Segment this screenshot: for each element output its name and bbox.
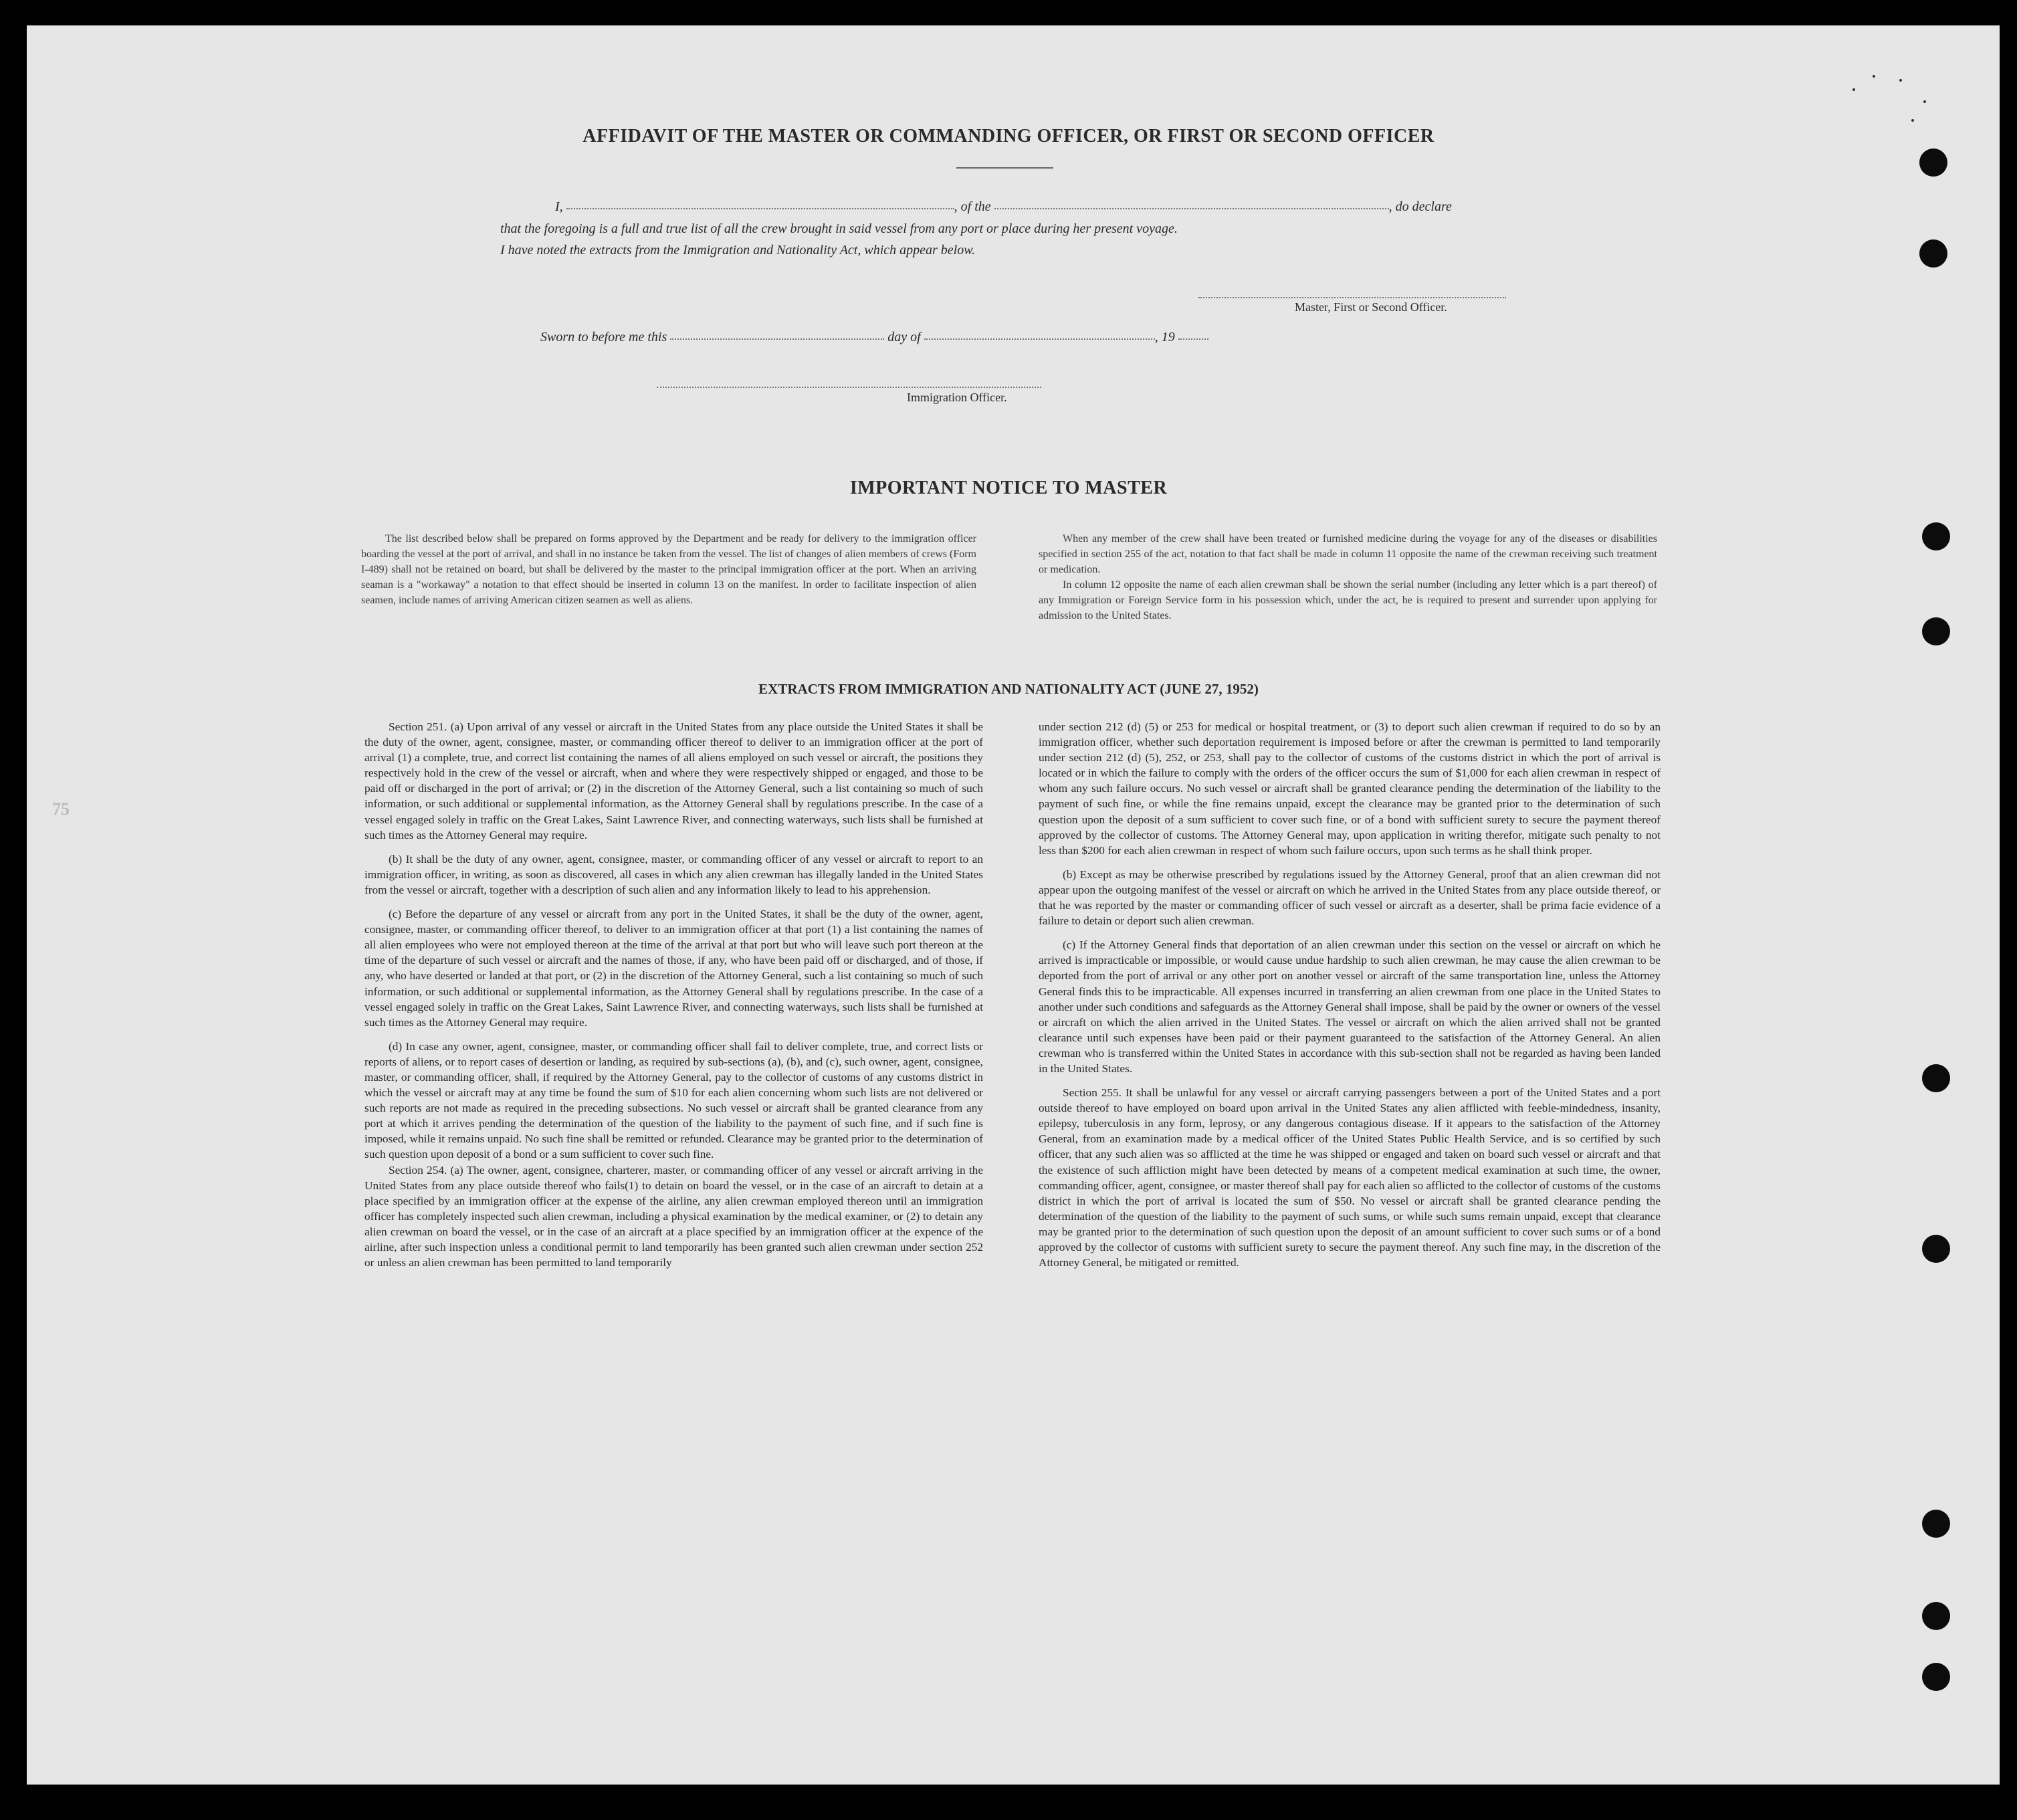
sworn-year-blank [1178,336,1208,340]
sworn-day-blank [670,336,884,340]
binder-hole [1922,522,1950,550]
affidavit-title: AFFIDAVIT OF THE MASTER OR COMMANDING OFFICER, OR FIRST OR SECOND OFFICER [582,126,1435,146]
master-signature-caption: Master, First or Second Officer. [1295,300,1447,314]
vessel-blank [994,205,1389,209]
notice-right-column [1039,531,1657,623]
sworn-label: Sworn to before me this [540,330,667,344]
extracts-title: EXTRACTS FROM IMMIGRATION AND NATIONALITY ACT (JUNE 27, 1952) [758,681,1259,697]
affidavit-of: , of the [954,199,991,214]
speck [1911,119,1914,122]
section-254-c: (c) If the Attorney General finds that deportation of an alien crewman under this section on the vessel or aircraft on which he arrived is impracticable or impossible, or would cause undue hardship to such alien crewman, he may cause the alien crewman to be deported from the port of arrival or any other port on another vessel or aircraft of the same transportation line, unless the Attorney General finds this to be impracticable. All expenses incurred in transferring an alien crewman from one place in the United States to another under such conditions and safeguards as the Attorney General shall impose, shall be paid by the owner or owners of the vessel or aircraft on which the alien arrived in the United States. The vessel or aircraft on which the alien arrived shall not be granted clearance until such expenses have been paid or their payment guaranteed to the satisfaction of the Attorney General. An alien crewman who is transferred within the United States in accordance with this sub-section shall not be regarded as having been landed in the United States. [1039,938,1661,1075]
affidavit-line-2: that the foregoing is a full and true list of all the crew brought in said vessel from any port or place during her present voyage. [500,221,1178,236]
speck [1852,88,1855,91]
extracts-right-column [1039,719,1661,1270]
binder-hole [1919,148,1947,177]
binder-hole [1922,1602,1950,1630]
signature-blank [1198,294,1506,298]
speck [1923,100,1926,103]
section-254-a-cont: under section 212 (d) (5) or 253 for medical or hospital treatment, or (3) to deport such alien crewman if required to do so by an immigration officer, whether such deportation requirement is imposed before or after the crewman is permitted to land temporarily under section 212 (d) (5), 252, or 253, shall pay to the collector of customs of the customs district in which the port of arrival is located or in which the failure to comply with the orders of the officer occurs the sum of $1,000 for each alien crewman in respect of whom any such failure occurs. No such vessel or aircraft shall be granted clearance pending the determination of the liability to the payment of such fine, or while the fine remains unpaid, except the clearance may be granted prior to the determination of such question upon the deposit of a sum sufficient to cover such fine, or of a bond with sufficient surety to secure the payment thereof approved by the collector of customs. The Attorney General may, upon application in writing therefor, mitigate such penalty to not less than $200 for each alien crewman in respect of whom such failure occurs, upon such terms as he shall think proper. [1039,720,1661,857]
section-251-b: (b) It shall be the duty of any owner, agent, consignee, master, or commanding officer of any vessel or aircraft to report to an immigration officer, in writing, as soon as discovered, all cases in which any alien crewman has illegally landed in the United States from the vessel or aircraft, together with a description of such alien and any information likely to lead to his apprehension. [364,852,983,896]
notice-paragraph: In column 12 opposite the name of each alien crewman shall be shown the serial number (including any letter which is a part thereof) of any Immigration or Foreign Service form in his possession which, under the act, he is required to present and surrender upon applying for admission to the United States. [1039,579,1657,621]
affidavit-declare: , do declare [1388,199,1452,214]
notice-paragraph: When any member of the crew shall have been treated or furnished medicine during the voyage for any of the diseases or disabilities specified in section 255 of the act, notation to that fact shall be made in column 11 opposite the name of the crewman receiving such treatment or medication. [1039,533,1657,575]
extracts-left-column [364,719,983,1270]
section-255: Section 255. It shall be unlawful for any vessel or aircraft carrying passengers between a port of the United States and a port outside thereof to have employed on board upon arrival in the United States any alien afflicted with feeble-mindedness, insanity, epilepsy, tuberculosis in any form, leprosy, or any dangerous contagious disease. If it appears to the satisfaction of the Attorney General, from an examination made by a medical officer of the United States Public Health Service, and is so certified by such officer, that any such alien was so afflicted at the time he was shipped or engaged and taken on board such vessel or aircraft and that the existence of such affliction might have been detected by means of a competent medical examination at such time, the owner, commanding officer, agent, consignee, or master thereof shall pay for each alien so afflicted to the collector of customs of the customs district in which the port of arrival is located the sum of $50. No vessel or aircraft shall be granted clearance pending the determination of the question of the liability to the payment of such sums, or while such sums remain unpaid, except that clearance may be granted prior to the determination of such question upon the deposit of an amount sufficient to cover such sums or of a bond approved by the collector of customs with sufficient surety to secure the payment thereof. Any such fine may, in the discretion of the Attorney General, be mitigated or remitted. [1039,1086,1661,1270]
officer-signature-blank [657,384,1041,388]
binder-hole [1922,1663,1950,1691]
binder-hole [1922,617,1950,645]
binder-hole [1919,239,1947,268]
margin-mark: 75 [52,799,70,819]
notice-left-column [361,531,976,608]
name-blank [566,205,954,209]
section-254-a: Section 254. (a) The owner, agent, consignee, charterer, master, or commanding officer of any vessel or aircraft arriving in the United States from any place outside thereof who fails(1) to detain on board the vessel, or in the case of an aircraft to detain at a place specified by an immigration officer at the expense of the airline, any alien crewman employed thereon until an immigration officer has completely inspected such alien crewman, including a physical examination by the medical examiner, or (2) to detain any alien crewman on board the vessel, or in the case of an aircraft at a place specified by an immigration officer at the expence of the airline, after such inspection unless a conditional permit to land temporarily has been granted such alien crewman under section 252 or unless an alien crewman has been permitted to land temporarily [364,1163,983,1270]
binder-hole [1922,1510,1950,1538]
binder-hole [1922,1235,1950,1263]
officer-caption: Immigration Officer. [907,391,1007,404]
notice-title: IMPORTANT NOTICE TO MASTER [849,478,1168,498]
speck [1873,75,1875,78]
binder-hole [1922,1064,1950,1092]
section-251-c: (c) Before the departure of any vessel or aircraft from any port in the United States, it shall be the duty of the owner, agent, consignee, master, or commanding officer thereof, to deliver to an immigration officer at that port (1) a list containing the names of all alien employees who were not employed thereon at the time of the arrival at that port but who will leave such port thereon at the time of the departure of such vessel or aircraft and the names of those, if any, who have been paid off or discharged, and of those, if any, who have deserted or landed at that port, or (2) in the discretion of the Attorney General, such a list containing so much of such information, or such additional or supplemental information, as the Attorney General shall by regulations prescribe. In the case of a vessel engaged solely in traffic on the Great Lakes, Saint Lawrence River, and connecting waterways, such lists shall be furnished at such times as the Attorney General may require. [364,908,983,1029]
speck [1899,79,1902,82]
section-254-b: (b) Except as may be otherwise prescribed by regulations issued by the Attorney General, proof that an alien crewman did not appear upon the outgoing manifest of the vessel or aircraft on which he arrived in the United States from any place outside thereof, or that he was reported by the master or commanding officer of such vessel or aircraft as a deserter, shall be prima facie evidence of a failure to detain or deport such alien crewman. [1039,868,1661,928]
section-251-d: (d) In case any owner, agent, consignee, master, or commanding officer shall fail to deliver complete, true, and correct lists or reports of aliens, or to report cases of desertion or landing, as required by sub-sections (a), (b), and (c), such owner, agent, consignee, master, or commanding officer, shall, if required by the Attorney General, pay to the collector of customs of any customs district in which the vessel or aircraft may at any time be found the sum of $10 for each alien concerning whom such lists are not delivered or such reports are not made as required in the preceding subsections. No such vessel or aircraft shall be granted clearance from any port at which it arrives pending the determination of the question of the liability to the payment of such fine, and if such fine is imposed, while it remains unpaid. No such fine shall be remitted or refunded. Clearance may be granted prior to the determination of such question upon deposit of a bond or a sum sufficient to cover such fine. [364,1039,983,1161]
sworn-line [540,330,1208,345]
section-251-a: Section 251. (a) Upon arrival of any vessel or aircraft in the United States from any place outside the United States it shall be the duty of the owner, agent, consignee, master, or commanding officer thereof to deliver to an immigration officer at the port of arrival (1) a complete, true, and correct list containing the names of all aliens employed on such vessel or aircraft, the positions they respectively hold in the crew of the vessel or aircraft, when and where they were respectively shipped or engaged, and those to be paid off or discharged in the port of arrival; or (2) in the discretion of the Attorney General, such a list containing so much of such information, or such additional or supplemental information, as the Attorney General shall by regulations prescribe. In the case of a vessel engaged solely in traffic on the Great Lakes, Saint Lawrence River, and connecting waterways, such lists shall be furnished at such times as the Attorney General may require. [364,720,983,841]
notice-paragraph: The list described below shall be prepared on forms approved by the Department and be ready for delivery to the immigration officer boarding the vessel at the port of arrival, and shall in no instance be taken from the vessel. The list of changes of alien members of crews (Form I-489) shall not be retained on board, but shall be delivered by the master to the principal immigration officer at the port. When an arriving seaman is a "workaway" a notation to that effect should be inserted in column 13 on the manifest. In order to facilitate inspection of alien seamen, include names of arriving American citizen seamen as well as aliens. [361,533,976,606]
title-divider [956,167,1053,169]
affidavit-line-3: I have noted the extracts from the Immigration and Nationality Act, which appear below. [500,243,976,258]
document-sheet [27,25,2000,1785]
affidavit-line-1 [555,199,1452,215]
affidavit-i: I, [555,199,563,214]
year-label: , 19 [1154,330,1175,344]
day-of-label: day of [887,330,921,344]
sworn-month-blank [924,336,1155,340]
